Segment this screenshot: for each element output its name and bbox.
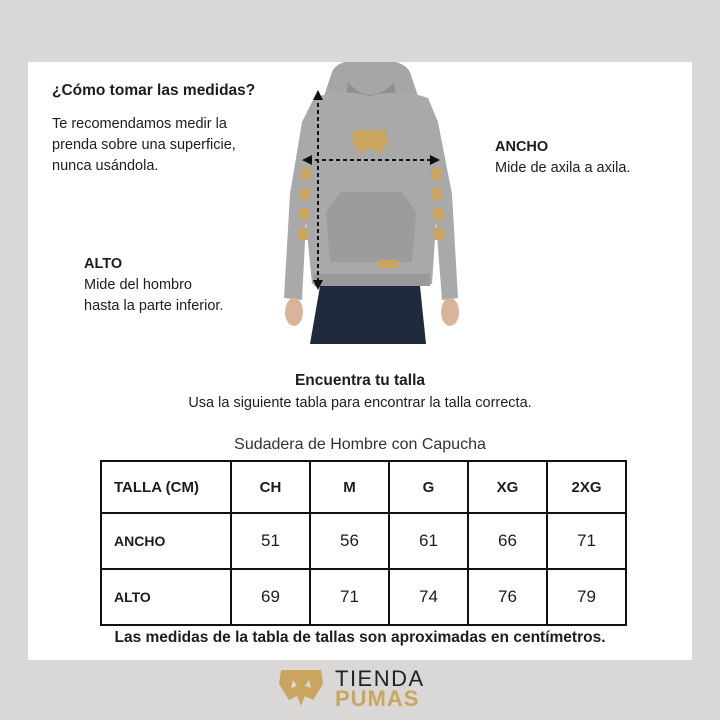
guide-intro <box>52 114 236 177</box>
table-header-cell: 2XG <box>547 461 626 513</box>
front-pocket <box>326 192 416 262</box>
waistband <box>314 274 430 286</box>
finder-subtitle: Usa la siguiente tabla para encontrar la talla correcta. <box>188 395 532 411</box>
guide-intro-line: prenda sobre una superficie, <box>52 137 236 153</box>
height-desc-line: Mide del hombro <box>84 277 192 293</box>
table-row <box>101 513 626 569</box>
table-cell: 66 <box>468 513 547 569</box>
finder-title: Encuentra tu talla <box>294 372 426 389</box>
table-cell: 51 <box>231 513 310 569</box>
table-caption: Sudadera de Hombre con Capucha <box>234 436 486 453</box>
table-header-cell: M <box>310 461 389 513</box>
height-title: ALTO <box>84 256 123 272</box>
brand-word-tienda: TIENDA <box>335 666 425 691</box>
brand-word-pumas: PUMAS <box>335 686 420 711</box>
width-title: ANCHO <box>495 139 549 155</box>
table-cell: 71 <box>310 569 389 625</box>
table-cell: 69 <box>231 569 310 625</box>
guide-intro-line: nunca usándola. <box>52 158 159 174</box>
jeans <box>310 286 426 344</box>
table-cell: 79 <box>547 569 626 625</box>
width-desc: Mide de axila a axila. <box>495 160 631 176</box>
size-note: Las medidas de la tabla de tallas son aproximadas en centímetros. <box>114 629 606 646</box>
table-header-cell: CH <box>231 461 310 513</box>
table-cell: 71 <box>547 513 626 569</box>
hoodie-illustration <box>270 62 470 344</box>
table-row-label: ANCHO <box>101 513 231 569</box>
table-cell: 74 <box>389 569 468 625</box>
height-desc <box>84 275 223 317</box>
right-hand <box>441 298 459 326</box>
size-table <box>100 460 627 626</box>
left-hand <box>285 298 303 326</box>
table-header-cell: XG <box>468 461 547 513</box>
brand-logo <box>277 664 457 714</box>
table-header-row <box>101 461 626 513</box>
table-cell: 61 <box>389 513 468 569</box>
table-header-cell: TALLA (CM) <box>101 461 231 513</box>
table-row <box>101 569 626 625</box>
size-guide-card <box>28 62 692 660</box>
table-header-cell: G <box>389 461 468 513</box>
height-desc-line: hasta la parte inferior. <box>84 298 224 314</box>
table-cell: 76 <box>468 569 547 625</box>
hem-tag <box>378 260 398 268</box>
table-row-label: ALTO <box>101 569 231 625</box>
puma-logo-icon <box>277 666 325 710</box>
table-cell: 56 <box>310 513 389 569</box>
guide-title: ¿Cómo tomar las medidas? <box>52 82 256 99</box>
guide-intro-line: Te recomendamos medir la <box>52 116 227 132</box>
